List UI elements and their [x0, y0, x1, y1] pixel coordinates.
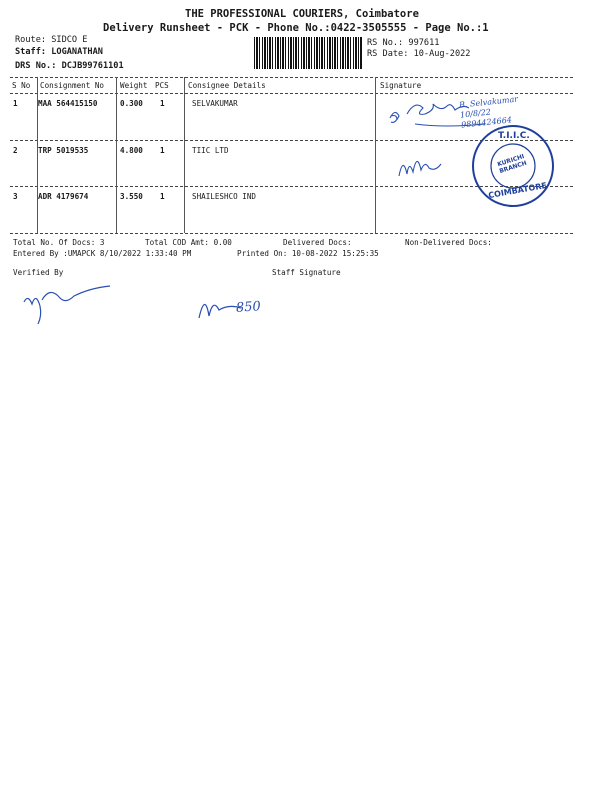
signature-stroke [199, 304, 241, 318]
row1-handwritten-note: B. Selvakumar 10/8/22 9894424664 [458, 94, 519, 130]
stamp-top-text: T.I.I.C. [498, 131, 530, 141]
col-header-sno: S No [12, 81, 31, 90]
table-row-pcs: 1 [160, 146, 165, 155]
table-row-sno: 1 [13, 99, 18, 108]
delivered-docs: Delivered Docs: [283, 238, 352, 247]
rs-date: RS Date: 10-Aug-2022 [367, 49, 471, 59]
staff-signature-label: Staff Signature [272, 268, 341, 277]
table-row-pcs: 1 [160, 99, 165, 108]
table-row-consignee: SHAILESHCO IND [192, 192, 257, 201]
total-docs: Total No. Of Docs: 3 [13, 238, 105, 247]
table-bottom-rule [10, 233, 573, 234]
table-row-consignment: ADR 4179674 [38, 192, 89, 201]
total-cod: Total COD Amt: 0.00 [145, 238, 232, 247]
table-row-consignee: SELVAKUMAR [192, 99, 238, 108]
runsheet-subtitle: Delivery Runsheet - PCK - Phone No.:0422-3505555 - Page No.:1 [103, 22, 489, 34]
table-row-weight: 4.800 [120, 146, 143, 155]
non-delivered-docs: Non-Delivered Docs: [405, 238, 492, 247]
table-row-weight: 0.300 [120, 99, 143, 108]
rs-number: RS No.: 997611 [367, 38, 440, 48]
table-row-sno: 2 [13, 146, 18, 155]
entered-by: Entered By :UMAPCK 8/10/2022 1:33:40 PM [13, 249, 192, 258]
signature-stroke [390, 112, 399, 122]
staff-label: Staff: LOGANATHAN [15, 47, 103, 57]
col-header-consignee: Consignee Details [188, 81, 266, 90]
col-divider [375, 77, 376, 233]
printed-on: Printed On: 10-08-2022 15:25:35 [237, 249, 379, 258]
col-header-consignment: Consignment No [40, 81, 105, 90]
drs-number: DRS No.: DCJB99761101 [15, 61, 124, 71]
col-divider [184, 77, 185, 233]
staff-signature-number: 850 [235, 299, 262, 316]
col-header-signature: Signature [380, 81, 422, 90]
col-divider [116, 77, 117, 233]
table-row-sno: 3 [13, 192, 18, 201]
table-row-consignee: TIIC LTD [192, 146, 229, 155]
signature-stroke [399, 161, 441, 176]
table-row-consignment: TRP 5019535 [38, 146, 89, 155]
stamp-middle-text: KURICHI BRANCH [496, 153, 528, 176]
row2-signature [395, 146, 455, 186]
verified-by-label: Verified By [13, 268, 64, 277]
verified-signature [20, 280, 120, 330]
barcode [254, 37, 362, 69]
header-bottom-rule [10, 93, 573, 94]
company-title: THE PROFESSIONAL COURIERS, Coimbatore [185, 8, 419, 20]
table-row-pcs: 1 [160, 192, 165, 201]
table-top-rule [10, 77, 573, 78]
route-label: Route: SIDCO E [15, 35, 88, 45]
stamp-bottom-text: COIMBATORE [487, 180, 548, 201]
table-row-consignment: MAA 564415150 [38, 99, 98, 108]
table-row-weight: 3.550 [120, 192, 143, 201]
col-header-pcs: PCS [155, 81, 169, 90]
col-header-weight: Weight [120, 81, 148, 90]
signature-stroke [24, 286, 110, 324]
